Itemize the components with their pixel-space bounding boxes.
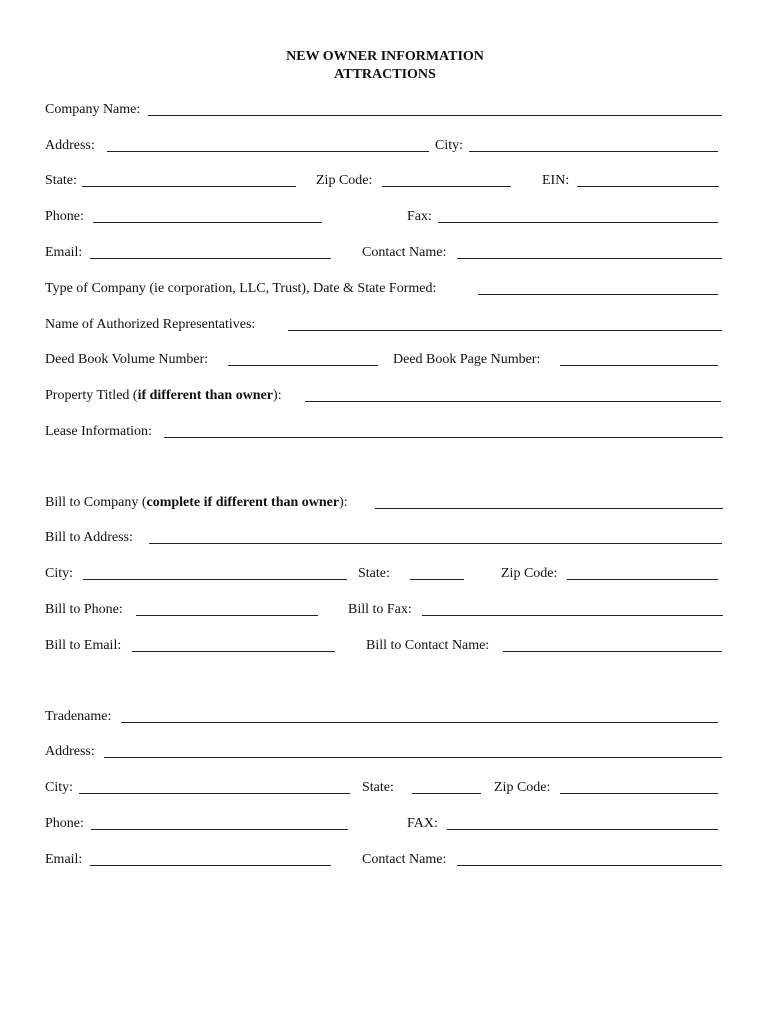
trade-phone-row [45, 815, 722, 833]
bill-email-line[interactable] [132, 651, 335, 652]
trade-state-field[interactable] [362, 779, 481, 797]
bill-zip-label: Zip Code: [501, 566, 558, 581]
phone-row [45, 208, 722, 226]
authorized-reps-row [45, 316, 722, 334]
trade-fax-field[interactable] [407, 815, 718, 833]
deed-volume-field[interactable] [45, 351, 378, 369]
company-name-label: Company Name: [45, 102, 141, 117]
authorized-reps-field[interactable] [45, 316, 722, 334]
property-titled-label [45, 387, 282, 405]
bill-phone-row [45, 601, 722, 619]
property-titled-field[interactable] [45, 387, 721, 405]
email-row [45, 244, 722, 262]
bill-state-label: State: [358, 566, 390, 581]
bill-phone-field[interactable] [45, 601, 318, 619]
bill-company-line[interactable] [375, 508, 723, 509]
trade-city-label: City: [45, 780, 74, 795]
city-line[interactable] [469, 151, 718, 152]
bill-address-line[interactable] [149, 543, 722, 544]
bill-state-line[interactable] [410, 579, 464, 580]
ein-label: EIN: [542, 173, 570, 188]
deed-volume-line[interactable] [228, 365, 378, 366]
address-row [45, 137, 722, 155]
deed-page-label: Deed Book Page Number: [393, 352, 541, 367]
city-label: City: [435, 138, 464, 153]
bill-company-bold: complete if different than owner [146, 495, 340, 510]
company-name-row [45, 101, 722, 119]
city-field[interactable] [435, 137, 718, 155]
bill-zip-line[interactable] [567, 579, 718, 580]
ein-line[interactable] [577, 186, 719, 187]
property-titled-prefix: Property Titled ( [45, 388, 138, 403]
bill-address-row [45, 529, 722, 547]
bill-email-field[interactable] [45, 637, 335, 655]
title-line-1: NEW OWNER INFORMATION [286, 49, 484, 64]
authorized-reps-line[interactable] [288, 330, 722, 331]
bill-phone-label: Bill to Phone: [45, 602, 123, 617]
zip-label: Zip Code: [316, 173, 373, 188]
phone-line[interactable] [93, 222, 322, 223]
email-field[interactable] [45, 244, 331, 262]
state-label: State: [45, 173, 77, 188]
trade-address-label: Address: [45, 744, 95, 759]
trade-phone-field[interactable] [45, 815, 348, 833]
authorized-reps-label: Name of Authorized Representatives: [45, 317, 256, 332]
bill-email-label: Bill to Email: [45, 638, 122, 653]
bill-city-row [45, 565, 722, 583]
trade-phone-line[interactable] [91, 829, 348, 830]
property-titled-suffix: ): [273, 388, 282, 403]
state-field[interactable] [45, 172, 296, 190]
deed-volume-label: Deed Book Volume Number: [45, 352, 209, 367]
contact-name-line[interactable] [457, 258, 722, 259]
trade-address-row [45, 743, 722, 761]
property-titled-row [45, 387, 722, 405]
trade-state-line[interactable] [412, 793, 481, 794]
trade-contact-line[interactable] [457, 865, 722, 866]
trade-zip-line[interactable] [560, 793, 718, 794]
bill-company-suffix: ): [339, 495, 348, 510]
title-line-2: ATTRACTIONS [334, 67, 436, 82]
lease-info-line[interactable] [164, 437, 723, 438]
address-label: Address: [45, 138, 95, 153]
trade-city-row [45, 779, 722, 797]
deed-row [45, 351, 722, 369]
trade-phone-label: Phone: [45, 816, 84, 831]
trade-address-field[interactable] [45, 743, 722, 761]
fax-line[interactable] [438, 222, 718, 223]
bill-company-label [45, 494, 348, 512]
ein-field[interactable] [542, 172, 719, 190]
bill-fax-line[interactable] [422, 615, 723, 616]
property-titled-bold: if different than owner [137, 388, 274, 403]
bill-contact-line[interactable] [503, 651, 722, 652]
lease-info-row [45, 423, 722, 441]
trade-address-line[interactable] [104, 757, 722, 758]
state-line[interactable] [82, 186, 296, 187]
company-type-label: Type of Company (ie corporation, LLC, Trust), Date & State Formed: [45, 281, 437, 296]
bill-fax-field[interactable] [348, 601, 723, 619]
trade-city-line[interactable] [79, 793, 350, 794]
company-name-field[interactable] [45, 101, 722, 119]
lease-info-label: Lease Information: [45, 424, 152, 439]
tradename-field[interactable] [45, 708, 718, 726]
trade-contact-label: Contact Name: [362, 852, 447, 867]
zip-field[interactable] [316, 172, 511, 190]
trade-contact-field[interactable] [362, 851, 722, 869]
bill-fax-label: Bill to Fax: [348, 602, 412, 617]
bill-company-field[interactable] [45, 494, 723, 512]
trade-email-field[interactable] [45, 851, 331, 869]
bill-address-field[interactable] [45, 529, 722, 547]
contact-name-field[interactable] [362, 244, 722, 262]
fax-label: Fax: [407, 209, 432, 224]
deed-page-line[interactable] [560, 365, 718, 366]
bill-city-label: City: [45, 566, 74, 581]
zip-line[interactable] [382, 186, 511, 187]
address-field[interactable] [45, 137, 429, 155]
bill-phone-line[interactable] [136, 615, 318, 616]
bill-city-line[interactable] [83, 579, 347, 580]
tradename-row [45, 708, 722, 726]
trade-state-label: State: [362, 780, 394, 795]
trade-email-row [45, 851, 722, 869]
email-label: Email: [45, 245, 83, 260]
trade-email-label: Email: [45, 852, 83, 867]
company-type-row [45, 280, 722, 298]
company-type-field[interactable] [45, 280, 718, 298]
fax-field[interactable] [407, 208, 718, 226]
trade-email-line[interactable] [90, 865, 331, 866]
trade-city-field[interactable] [45, 779, 350, 797]
bill-state-field[interactable] [358, 565, 464, 583]
bill-contact-label: Bill to Contact Name: [366, 638, 490, 653]
bill-city-field[interactable] [45, 565, 347, 583]
trade-zip-field[interactable] [494, 779, 718, 797]
contact-name-label: Contact Name: [362, 245, 447, 260]
tradename-line[interactable] [121, 722, 718, 723]
lease-info-field[interactable] [45, 423, 723, 441]
state-row [45, 172, 722, 190]
company-name-line[interactable] [148, 115, 722, 116]
bill-zip-field[interactable] [501, 565, 718, 583]
bill-email-row [45, 637, 722, 655]
bill-company-prefix: Bill to Company ( [45, 495, 147, 510]
property-titled-line[interactable] [305, 401, 721, 402]
tradename-label: Tradename: [45, 709, 112, 724]
phone-label: Phone: [45, 209, 84, 224]
bill-address-label: Bill to Address: [45, 530, 133, 545]
trade-fax-line[interactable] [447, 829, 718, 830]
phone-field[interactable] [45, 208, 322, 226]
deed-page-field[interactable] [393, 351, 718, 369]
email-line[interactable] [90, 258, 331, 259]
trade-zip-label: Zip Code: [494, 780, 551, 795]
bill-contact-field[interactable] [366, 637, 722, 655]
bill-company-row [45, 494, 722, 512]
address-line[interactable] [107, 151, 429, 152]
company-type-line[interactable] [478, 294, 718, 295]
trade-fax-label: FAX: [407, 816, 438, 831]
